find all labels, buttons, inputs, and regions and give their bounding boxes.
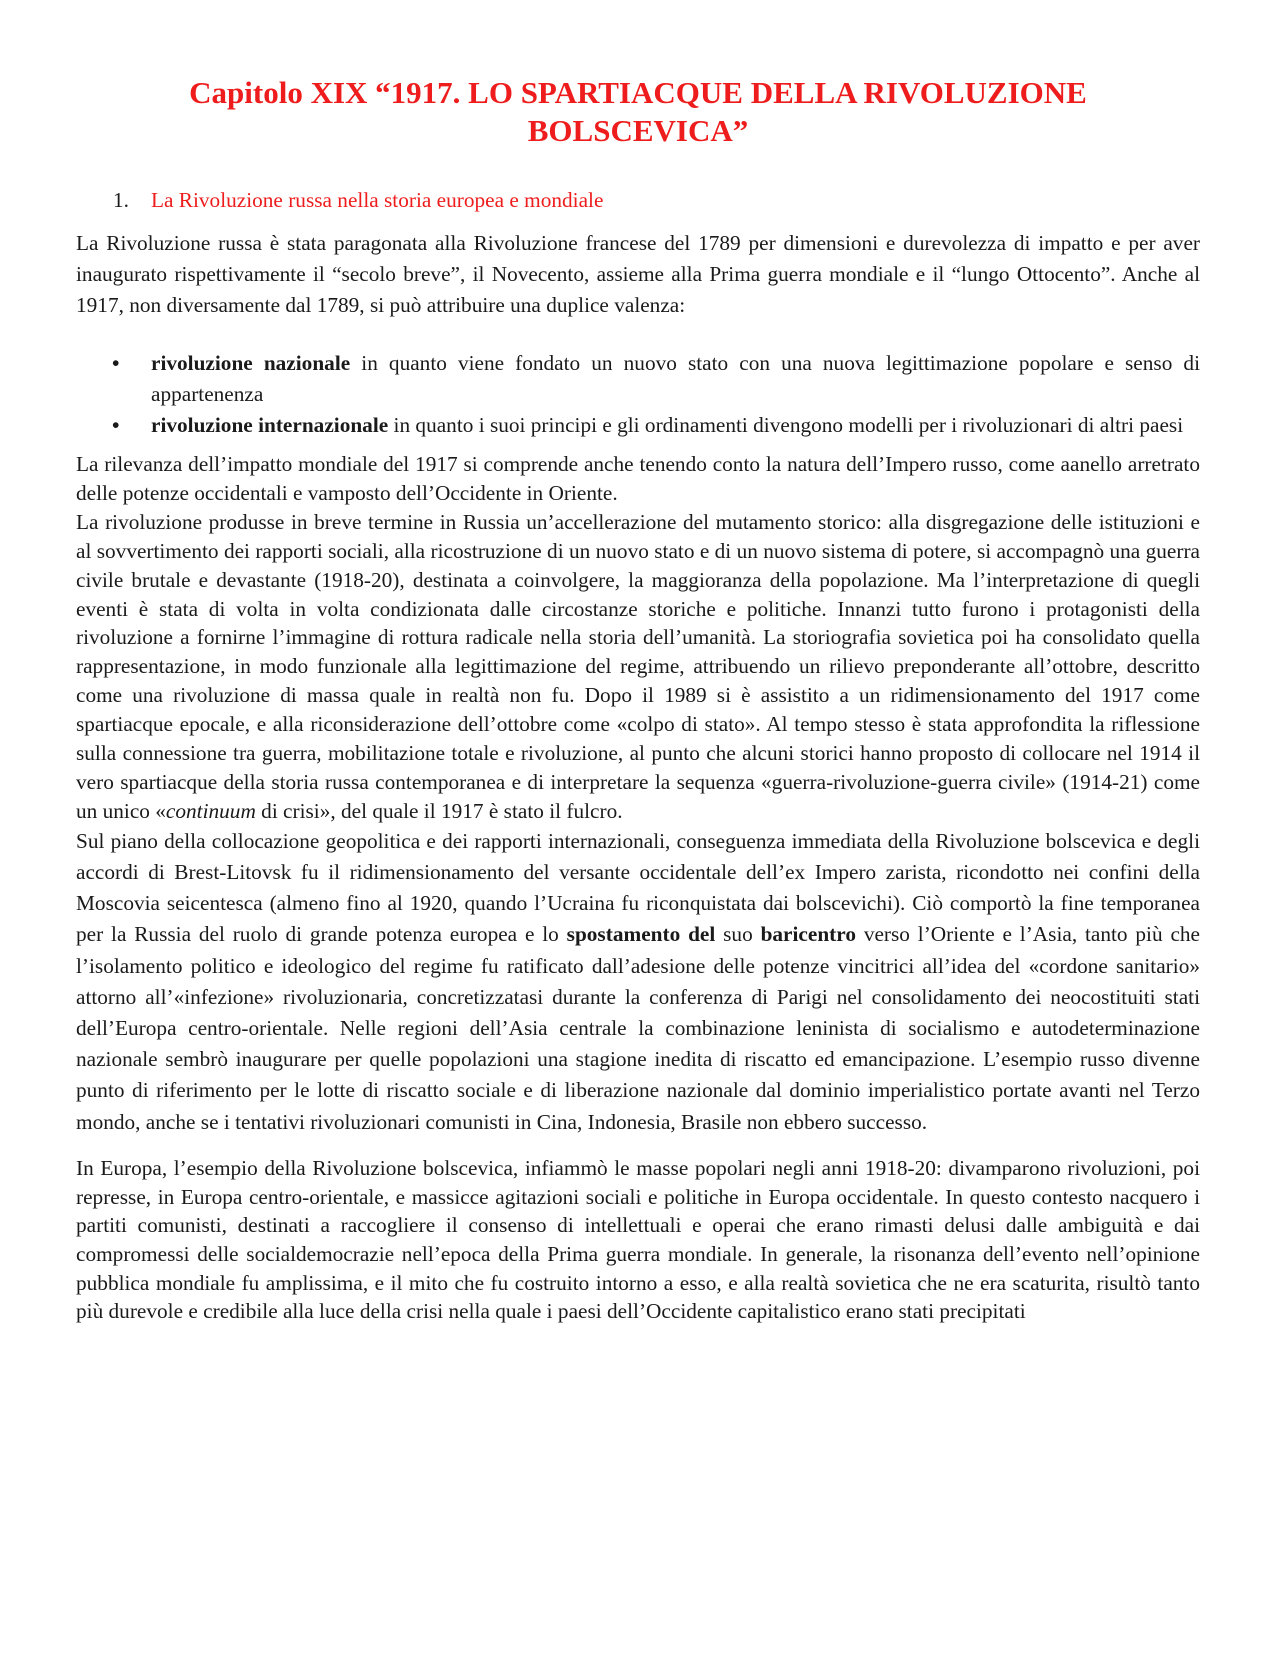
intro-paragraph: La Rivoluzione russa è stata paragonata alla Rivoluzione francese del 1789 per dimensioni e durevolezza di impatto e per aver inaugurato rispettivamente il “secolo breve”, il Novecento, assieme alla Prima guerra mondiale e il “lungo Ottocento”. Anche al 1917, non diversamente dal 1789, si può attribuire una duplice valenza: xyxy=(76,231,1200,317)
section-number: 1. xyxy=(113,188,129,212)
list-item-description: in quanto i suoi principi e gli ordinamenti divengono modelli per i rivoluzionari di altri paesi xyxy=(388,413,1184,437)
paragraph-rivoluzione xyxy=(76,508,1200,826)
paragraph-rilevanza: La rilevanza dell’impatto mondiale del 1917 si comprende anche tenendo conto la natura dell’Impero russo, come aanello arretrato delle potenze occidentali e vamposto dell’Occidente in Oriente. xyxy=(76,452,1200,505)
chapter-title: Capitolo XIX “1917. LO SPARTIACQUE DELLA RIVOLUZIONE BOLSCEVICA” xyxy=(189,75,1087,148)
list-item-term: rivoluzione internazionale xyxy=(151,413,389,437)
bold-term: spostamento del xyxy=(566,922,716,947)
list-item xyxy=(76,348,1200,410)
paragraph-text: Sul piano della collocazione geopolitica e dei rapporti internazionali, conseguenza immediata della Rivoluzione bolscevica e degli accordi di Brest-Litovsk fu il ridimensionamento del versante occidentale dell’ex Impero zarista, ricondotto nei confini della Moscovia seicentesca (almeno fino al 1920, quando l’Ucraina fu riconquistata dai bolscevichi). Ciò comportò la fine temporanea per la Russia del ruolo di grande potenza europea e lo xyxy=(76,828,1200,947)
paragraph-text: di crisi», del quale il 1917 è stato il fulcro. xyxy=(255,798,623,823)
list-item-text xyxy=(151,410,1200,441)
paragraph-text: verso l’Oriente e l’Asia, tanto più che l’isolamento politico e ideologico del regime fu ratificato dall’adesione delle potenze vincitrici all’idea del «cordone sanitario» attorno all’«infezione» rivoluzionaria, concretizzatasi durante la conferenza di Parigi nel consolidamento dei neocostituiti stati dell’Europa centro-orientale. Nelle regioni dell’Asia centrale la combinazione leninista di socialismo e autodeterminazione nazionale sembrò inaugurare per quelle popolazioni una stagione inedita di riscatto ed emancipazione. L’esempio russo divenne punto di riferimento per le lotte di riscatto sociale e di liberazione nazionale dal dominio imperialistico portate avanti nel Terzo mondo, anche se i tentativi rivoluzionari comunisti in Cina, Indonesia, Brasile non ebbero successo. xyxy=(76,922,1200,1134)
paragraph-text: La rivoluzione produsse in breve termine in Russia un’accellerazione del mutamento storico: alla disgregazione delle istituzioni e al sovvertimento dei rapporti sociali, alla ricostruzione di un nuovo stato e di un nuovo sistema di potere, si accompagnò una guerra civile brutale e devastante (1918-20), destinata a coinvolgere, la maggioranza della popolazione. Ma l’interpretazione di quegli eventi è stata di volta in volta condizionata dalle circostanze storiche e politiche. Innanzi tutto furono i protagonisti della rivoluzione a fornirne l’immagine di rottura radicale nella storia dell’umanità. La storiografia sovietica poi ha consolidato quella rappresentazione, in modo funzionale alla legittimazione del regime, attribuendo un rilievo preponderante all’ottobre, descritto come una rivoluzione di massa quale in realtà non fu. Dopo il 1989 si è assistito a un ridimensionamento del 1917 come spartiacque epocale, e alla riconsiderazione dell’ottobre come «colpo di stato». Al tempo stesso è stata approfondita la riflessione sulla connessione tra guerra, mobilitazione totale e rivoluzione, al punto che alcuni storici hanno proposto di collocare nel 1914 il vero spartiacque della storia russa contemporanea e di interpretare la sequenza «guerra-rivoluzione-guerra civile» (1914-21) come un unico « xyxy=(76,509,1200,823)
bullet-icon: • xyxy=(112,351,120,375)
list-item-description: in quanto viene fondato un nuovo stato con una nuova legittimazione popolare e senso di appartenenza xyxy=(151,351,1200,406)
bold-term: baricentro xyxy=(760,922,856,947)
paragraph-europa: In Europa, l’esempio della Rivoluzione bolscevica, infiammò le masse popolari negli anni 1918-20: divamparono rivoluzioni, poi represse, in Europa centro-orientale, e massicce agitazioni sociali e politiche in Europa occidentale. In questo contesto nacquero i partiti comunisti, destinati a raccogliere il consenso di intellettuali e operai che erano rimasti delusi dalle ambiguità e dai compromessi delle socialdemocrazie nell’epoca della Prima guerra mondiale. In generale, la risonanza dell’evento nell’opinione pubblica mondiale fu amplissima, e il mito che fu costruito intorno a esso, e alla realtà sovietica che ne era scaturita, risultò tanto più durevole e credibile alla luce della crisi nella quale i paesi dell’Occidente capitalistico erano stati precipitati xyxy=(76,1155,1200,1324)
paragraph-text: suo xyxy=(715,922,761,947)
list-item-term: rivoluzione nazionale xyxy=(151,351,351,375)
section-title: La Rivoluzione russa nella storia europea e mondiale xyxy=(151,188,604,212)
italic-term: continuum xyxy=(165,798,256,823)
valenza-list xyxy=(76,348,1200,441)
paragraph-geopolitica xyxy=(76,826,1200,1138)
list-item-text xyxy=(151,348,1200,410)
bullet-icon: • xyxy=(112,413,120,437)
list-item xyxy=(76,410,1200,441)
section-heading xyxy=(113,186,1200,214)
